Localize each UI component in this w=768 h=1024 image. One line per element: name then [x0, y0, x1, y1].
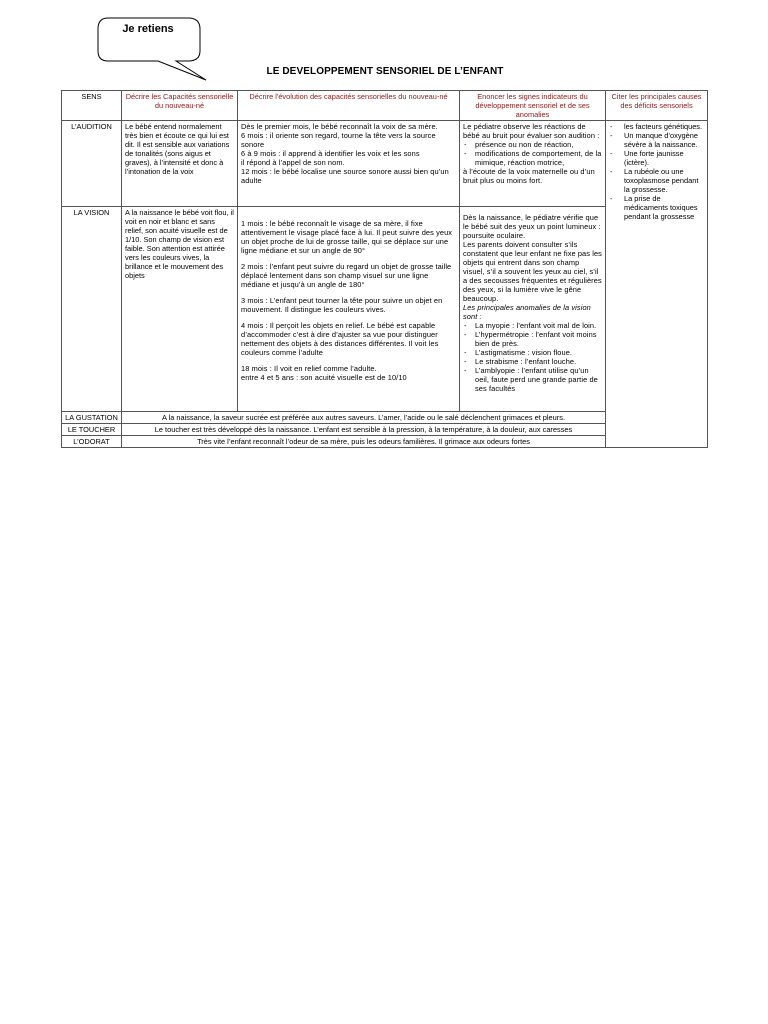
list-item: - L’hypermétropie : l’enfant voit moins bien de près. — [463, 330, 602, 348]
audition-evolution-line: Dès le premier mois, le bébé reconnaît la voix de sa mère. — [241, 122, 438, 131]
list-item: - La myopie : l’enfant voit mal de loin. — [463, 321, 602, 330]
vision-signs — [460, 207, 606, 412]
list-item: - La rubéole ou une toxoplasmose pendant la grossesse. — [609, 167, 704, 194]
sense-vision: LA VISION — [62, 207, 122, 412]
audition-evolution-line: 12 mois : le bébé localise une source sonore aussi bien qu’un adulte — [241, 167, 449, 185]
toucher-text: Le toucher est très développé dès la naissance. L’enfant est sensible à la pression, à la température, à la douleur, aux caresses — [122, 424, 606, 436]
audition-signs — [460, 121, 606, 207]
header-causes: Citer les principales causes des déficits sensoriels — [606, 91, 708, 121]
audition-signs-list — [463, 140, 602, 167]
gustation-text: A la naissance, la saveur sucrée est préférée aux autres saveurs. L’amer, l’acide ou le salé déclenchent grimaces et pleurs. — [122, 412, 606, 424]
list-item: - L’amblyopie : l’enfant utilise qu’un oeil, faute perd une grande partie de ses facultés — [463, 366, 602, 393]
header-capacities: Décrire les Capacités sensorielle du nouveau-né — [122, 91, 238, 121]
list-item: - modifications de comportement, de la mimique, réaction motrice, — [463, 149, 602, 167]
table-header-row — [62, 91, 708, 121]
sense-gustation: LA GUSTATION — [62, 412, 122, 424]
sense-odorat: L’ODORAT — [62, 436, 122, 448]
sense-toucher: LE TOUCHER — [62, 424, 122, 436]
odorat-text: Très vite l’enfant reconnaît l’odeur de sa mère, puis les odeurs familières. Il grimace aux odeurs fortes — [122, 436, 606, 448]
header-signs: Enoncer les signes indicateurs du développement sensoriel et de ses anomalies — [460, 91, 606, 121]
list-item: - La prise de médicaments toxiques pendant la grossesse — [609, 194, 704, 221]
list-item: - les facteurs génétiques. — [609, 122, 704, 131]
vision-anomalies-title: Les principales anomalies de la vision sont : — [463, 303, 591, 321]
audition-evolution — [238, 121, 460, 207]
vision-evolution-para: 3 mois : L’enfant peut tourner la tête pour suivre un objet en mouvement. Il distingue les couleurs vives. — [241, 296, 443, 314]
list-item: - L’astigmatisme : vision floue. — [463, 348, 602, 357]
list-item: - présence ou non de réaction, — [463, 140, 602, 149]
audition-capacities: Le bébé entend normalement très bien et écoute ce qui lui est dit. Il est sensible aux variations de tonalités (sons aigus et graves), à l’intensité et donc à l’intonation de la voix — [122, 121, 238, 207]
audition-signs-intro: Le pédiatre observe les réactions de bébé au bruit pour évaluer son audition : — [463, 122, 600, 140]
vision-capacities: A la naissance le bébé voit flou, il voit en noir et blanc et sans relief, son acuité visuelle est de 1/10. Son champ de vision est faible. Son attention est attirée vers les couleurs vives, la brillance et le mouvement des objets — [122, 207, 238, 412]
causes-cell — [606, 121, 708, 448]
causes-list — [609, 122, 704, 221]
vision-signs-intro: Dès la naissance, le pédiatre vérifie que le bébé suit des yeux un point lumineux : poursuite oculaire. — [463, 213, 601, 240]
table-row-audition — [62, 121, 708, 207]
page-title: LE DEVELOPPEMENT SENSORIEL DE L’ENFANT — [266, 66, 504, 77]
audition-evolution-line: 6 mois : il oriente son regard, tourne la tête vers la source sonore — [241, 131, 436, 149]
vision-anomalies-list — [463, 321, 602, 393]
callout-bubble — [96, 16, 208, 84]
audition-evolution-line: il répond à l’appel de son nom. — [241, 158, 345, 167]
header-evolution: Décrire l'évolution des capacités sensorielles du nouveau-né — [238, 91, 460, 121]
senses-table — [61, 90, 708, 448]
audition-signs-end: à l’écoute de la voix maternelle ou d’un bruit plus ou moins fort. — [463, 167, 595, 185]
vision-evolution-para: 4 mois : Il perçoit les objets en relief. Le bébé est capable d’accommoder c’est à dire d’ajuster sa vue pour distinguer nettement des objets à des distances différentes. Il voit les couleurs comme l’adulte — [241, 321, 439, 357]
vision-evolution-para: 2 mois : l’enfant peut suivre du regard un objet de grosse taille déplacé lentement dans son champ visuel sur une ligne médiane et jusqu’à un angle de 180° — [241, 262, 452, 289]
list-item: - Le strabisme : l’enfant louche. — [463, 357, 602, 366]
audition-evolution-line: 6 à 9 mois : il apprend à identifier les voix et les sons — [241, 149, 420, 158]
list-item: - Une forte jaunisse (ictère). — [609, 149, 704, 167]
vision-evolution-para: 18 mois : Il voit en relief comme l’adulte. entre 4 et 5 ans : son acuité visuelle est de 10/10 — [241, 364, 407, 382]
list-item: - Un manque d’oxygène sévère à la naissance. — [609, 131, 704, 149]
callout-label: Je retiens — [122, 23, 174, 35]
vision-evolution — [238, 207, 460, 412]
vision-evolution-para: 1 mois : le bébé reconnaît le visage de sa mère, il fixe attentivement le visage placé face à lui. Il peut suivre des yeux un objet proche de lui de grosse taille, qui se déplace sur une ligne médiane et sur un angle de 90° — [241, 219, 453, 255]
header-sens: SENS — [62, 91, 122, 121]
sense-audition: L’AUDITION — [62, 121, 122, 207]
vision-signs-body: Les parents doivent consulter s’ils constatent que leur enfant ne fixe pas les objets qui entrent dans son champ visuel, s’il a souvent les yeux au ciel, s’il a des secousses fréquentes et régulières des yeux, si la lumière vive le gêne beaucoup. — [463, 240, 602, 303]
